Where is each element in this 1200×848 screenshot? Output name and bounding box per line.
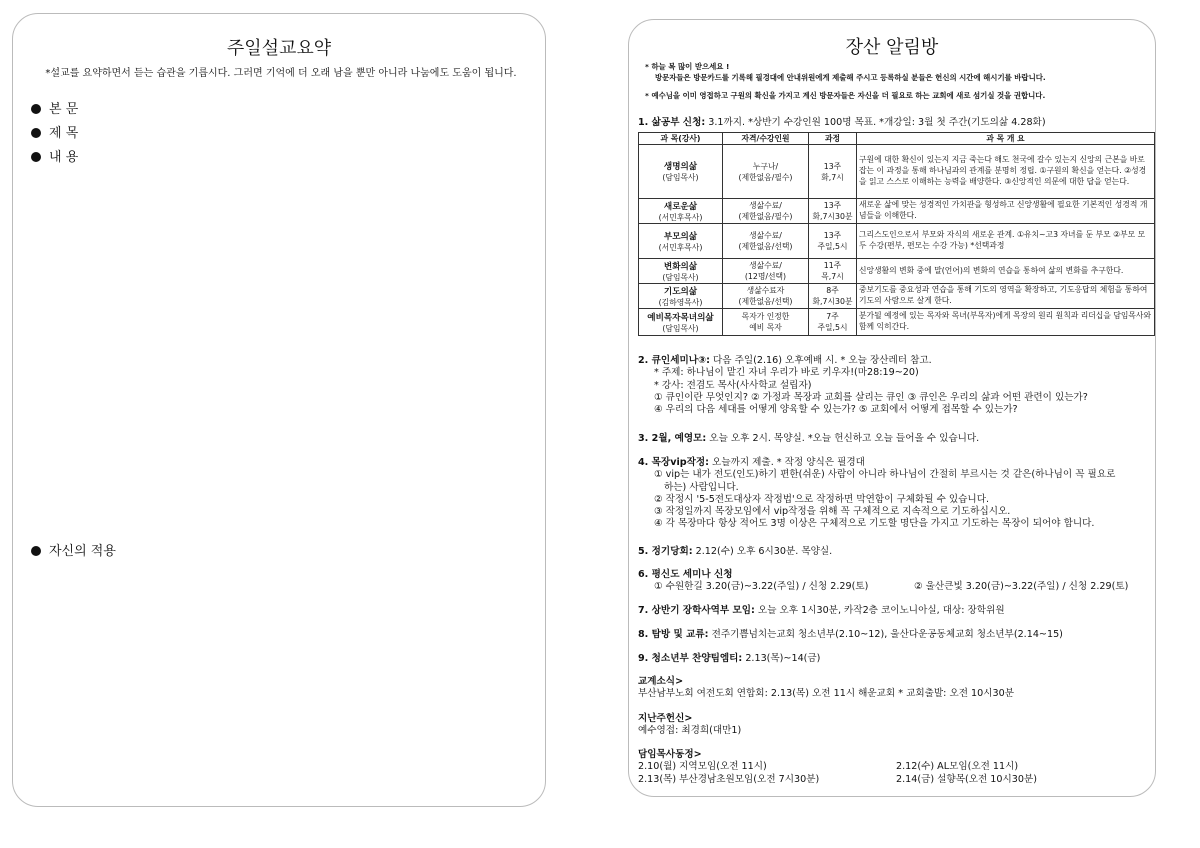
qualification-cell: 생삶수료자 (제한없음/선택) bbox=[723, 284, 809, 309]
sermon-summary-panel bbox=[12, 13, 546, 807]
qualification-cell: 생삶수료/ (제한없음/선택) bbox=[723, 224, 809, 259]
bullet-dot-icon bbox=[31, 152, 41, 162]
description-cell: 그리스도인으로서 부모와 자식의 새로운 관계. ①유치~고3 자녀를 둔 부모 ②부모 모두 수강(편부, 편모는 수강 가능) *선택과정 bbox=[857, 224, 1155, 259]
bullet-dot-icon bbox=[31, 546, 41, 556]
section-exchange: 8. 탐방 및 교류: 전주기쁨넘치는교회 청소년부(2.10~12), 울산다운공동체교회 청소년부(2.14~15) bbox=[638, 629, 1063, 640]
section-lay-seminar: 6. 평신도 세미나 신청 ① 수원한길 3.20(금)~3.22(주일) / 신청 2.29(토) ② 울산큰빛 3.20(금)~3.22(주일) / 신청 2.29(토) bbox=[638, 569, 1129, 593]
section-pastor-schedule: 담임목사동정> 2.10(월) 지역모임(오전 11시) 2.12(수) AL모임(오전 11시) 2.13(목) 부산경남초원모임(오전 7시30분) 2.14(금) 설향목(오전 10시30분) bbox=[638, 749, 1037, 785]
table-row bbox=[639, 309, 1155, 336]
bullet-application: 자신의 적용 bbox=[31, 540, 116, 559]
section-session-meeting: 5. 정기당회: 2.12(수) 오후 6시30분. 목양실. bbox=[638, 546, 833, 557]
course-name-cell: 새로운삶 (서민후목사) bbox=[639, 199, 723, 224]
table-row bbox=[639, 199, 1155, 224]
section-queen-seminar: 2. 큐인세미나③: 다음 주일(2.16) 오후예배 시. * 오늘 장산레터 참고. * 주제: 하나님이 맡긴 자녀 우리가 바로 키우자!(마28:19~20) * 강사: 전겸도 목사(사사학교 설립자) ① 큐인이란 무엇인지? ② 가정과 목장과 교회를 살리는 큐인 ③ 큐인은 우리의 삶과 어떤 관련이 있는가? ④ 우리의 다음 세대를 어떻게 양육할 수 있는가? ⑤ 교회에서 어떻게 접목할 수 있는가? bbox=[638, 355, 1088, 416]
description-cell: 새로운 삶에 맞는 성경적인 가치관을 형성하고 신앙생활에 필요한 기본적인 성경적 개념들을 이해한다. bbox=[857, 199, 1155, 224]
course-name-cell: 부모의삶 (서민후목사) bbox=[639, 224, 723, 259]
column-header: 과 목(강사) bbox=[639, 133, 723, 145]
section-church-news: 교계소식> 부산남부노회 여전도회 연합회: 2.13(목) 오전 11시 해운교회 * 교회출발: 오전 10시30분 bbox=[638, 676, 1014, 700]
notice-visitors: 방문자들은 방문카드를 기록해 필경대에 안내위원에게 제출해 주시고 등록하실 분들은 헌신의 시간에 해시기를 바랍니다. bbox=[655, 73, 1046, 82]
section-scholarship-meeting: 7. 상반기 장학사역부 모임: 오늘 오후 1시30분, 카작2층 코이노니아실, 대상: 장학위원 bbox=[638, 605, 1005, 616]
notice-greeting: * 하늘 복 많이 받으세요 ! bbox=[645, 62, 730, 71]
term-cell: 7주 주일,5시 bbox=[809, 309, 857, 336]
notice-transfer: * 예수님을 이미 영접하고 구원의 확신을 가지고 계신 방문자들은 자신을 더 필요로 하는 교회에 새로 섬기실 것을 권합니다. bbox=[645, 91, 1046, 100]
term-cell: 13주 화,7시 bbox=[809, 145, 857, 199]
qualification-cell: 생삶수료/ (12명/선택) bbox=[723, 259, 809, 284]
qualification-cell: 목자가 인정한 예비 목자 bbox=[723, 309, 809, 336]
table-row bbox=[639, 284, 1155, 309]
description-cell: 분가될 예정에 있는 목자와 목녀(부목자)에게 목장의 원리 원칙과 리더십을 담임목사와 함께 익히간다. bbox=[857, 309, 1155, 336]
section-youth-mt: 9. 청소년부 찬양팀엠티: 2.13(목)~14(금) bbox=[638, 653, 821, 664]
section-life-study: 1. 삶공부 신청: 3.1까지. *상반기 수강인원 100명 목표. *개강일: 3월 첫 주간(기도의삶 4.28화) bbox=[638, 117, 1046, 128]
bullet-dot-icon bbox=[31, 104, 41, 114]
section-vip-pledge: 4. 목장vip작정: 오늘까지 제출. * 작정 양식은 필경대 ① vip는 내가 전도(인도)하기 편한(쉬운) 사람이 아니라 하나님이 간절히 부르시는 것 같은(하나님이 꼭 필요로 하는) 사람입니다. ② 작정시 '5-5전도대상자 작정법'으로 작정하면 막연함이 구체화될 수 있습니다. ③ 작정일까지 목장모임에서 vip작정을 위해 꼭 구체적으로 지속적으로 기도하십시오. ④ 각 목장마다 항상 적어도 3명 이상은 구체적으로 기도할 명단을 가지고 기도하는 목장이 되어야 합니다. bbox=[638, 457, 1116, 530]
sermon-summary-subtitle: *설교를 요약하면서 듣는 습관을 기릅시다. 그러면 기억에 더 오래 남을 뿐만 아니라 나눔에도 도움이 됩니다. bbox=[45, 68, 517, 79]
bullet-scripture: 본 문 bbox=[31, 98, 78, 117]
bullet-title: 제 목 bbox=[31, 122, 78, 141]
term-cell: 8주 화,7시30분 bbox=[809, 284, 857, 309]
term-cell: 13주 화,7시30분 bbox=[809, 199, 857, 224]
sermon-summary-title: 주일설교요약 bbox=[226, 38, 332, 59]
column-header: 과 목 개 요 bbox=[857, 133, 1155, 145]
course-name-cell: 생명의삶 (담임목사) bbox=[639, 145, 723, 199]
description-cell: 중보기도를 중요성과 연습을 통해 기도의 영역을 확장하고, 기도응답의 체험을 통하여 기도의 사람으로 살게 한다. bbox=[857, 284, 1155, 309]
qualification-cell: 생삶수료/ (제한없음/필수) bbox=[723, 199, 809, 224]
table-row bbox=[639, 145, 1155, 199]
bullet-dot-icon bbox=[31, 128, 41, 138]
course-name-cell: 기도의삶 (김하영목사) bbox=[639, 284, 723, 309]
table-row bbox=[639, 259, 1155, 284]
announcements-title: 장산 알림방 bbox=[845, 37, 939, 58]
course-name-cell: 변화의삶 (담임목사) bbox=[639, 259, 723, 284]
description-cell: 신앙생활의 변화 중에 말(언어)의 변화의 연습을 통하여 삶의 변화를 추구한다. bbox=[857, 259, 1155, 284]
description-cell: 구원에 대한 확신이 있는지 지금 죽는다 해도 천국에 갈수 있는지 신앙의 근본을 바로 잡는 이 과정을 통해 하나님과의 관계를 분명히 정립. ①구원의 확신을 얻는다. ②성경을 읽고 스스로 이해하는 능력을 배양한다. ③신앙적인 의문에 대한 답을 얻는다. bbox=[857, 145, 1155, 199]
table-row bbox=[639, 224, 1155, 259]
bullet-content: 내 용 bbox=[31, 146, 78, 165]
column-header: 과정 bbox=[809, 133, 857, 145]
term-cell: 13주 주일,5시 bbox=[809, 224, 857, 259]
course-name-cell: 예비목자목녀의삶 (담임목사) bbox=[639, 309, 723, 336]
column-header: 자격/수강인원 bbox=[723, 133, 809, 145]
term-cell: 11주 목,7시 bbox=[809, 259, 857, 284]
qualification-cell: 누구나/ (제한없음/필수) bbox=[723, 145, 809, 199]
section-february-meeting: 3. 2월, 예영모: 오늘 오후 2시. 목양실. *오늘 헌신하고 오늘 들어올 수 있습니다. bbox=[638, 433, 980, 444]
course-table bbox=[638, 132, 1155, 336]
announcements-panel bbox=[628, 19, 1156, 797]
course-table-header bbox=[639, 133, 1155, 145]
section-last-week: 지난주헌신> 예수영접: 최경희(대만1) bbox=[638, 713, 742, 737]
